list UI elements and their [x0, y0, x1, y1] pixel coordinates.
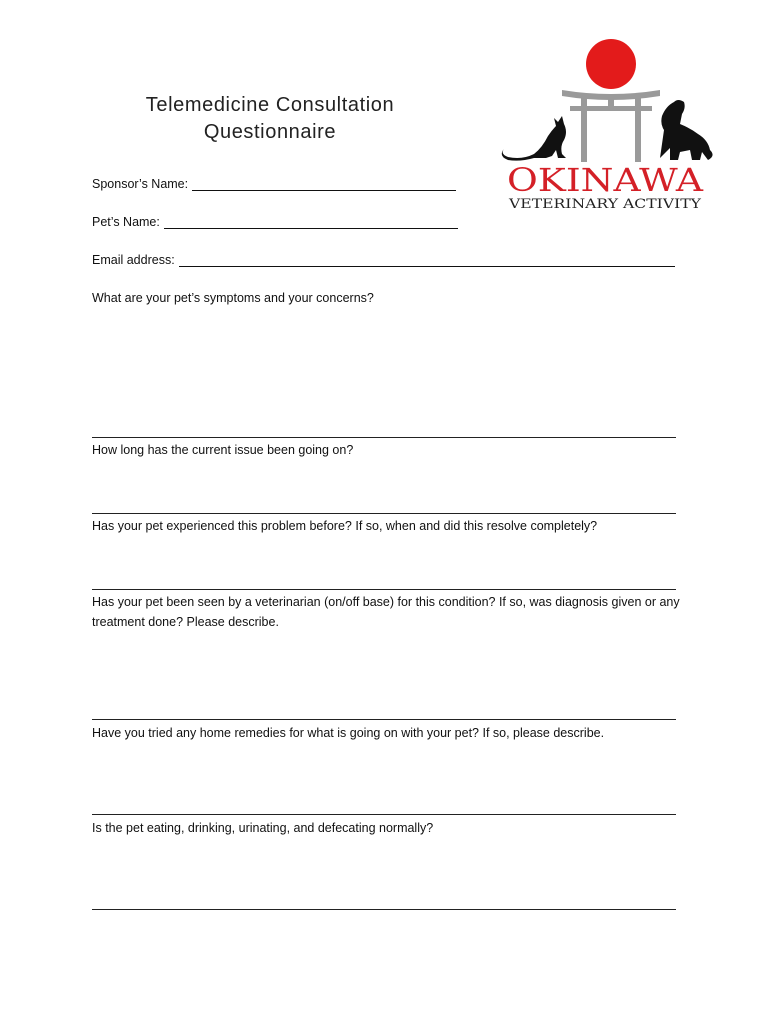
email-address-line[interactable]	[179, 252, 675, 267]
question-eating-drinking: Is the pet eating, drinking, urinating, and defecating normally?	[92, 821, 434, 835]
red-sun-icon	[586, 39, 636, 89]
title-line-2: Questionnaire	[203, 121, 337, 143]
question-home-remedies: Have you tried any home remedies for what is going on with your pet? If so, please describe.	[92, 726, 605, 740]
page-title	[120, 92, 420, 146]
email-address-field[interactable]	[92, 252, 675, 267]
email-address-label: Email address:	[92, 253, 175, 267]
question-duration: How long has the current issue been going on?	[92, 443, 354, 457]
answer-line-home-remedies[interactable]	[92, 814, 676, 815]
answer-line-symptoms[interactable]	[92, 437, 676, 438]
logo-name-text: OKINAWA	[507, 161, 705, 199]
answer-line-duration[interactable]	[92, 513, 676, 514]
question-prior-problem: Has your pet experienced this problem before? If so, when and did this resolve completely?	[92, 519, 598, 533]
pet-name-field[interactable]	[92, 214, 458, 229]
sponsor-name-line[interactable]	[192, 176, 456, 191]
answer-line-eating-drinking[interactable]	[92, 909, 676, 910]
cat-silhouette-icon	[502, 116, 566, 161]
sponsor-name-field[interactable]	[92, 176, 456, 191]
torii-gate-icon	[562, 90, 660, 162]
question-symptoms: What are your pet’s symptoms and your concerns?	[92, 291, 374, 305]
pet-name-line[interactable]	[164, 214, 458, 229]
okinawa-veterinary-logo	[494, 36, 716, 216]
pet-name-label: Pet’s Name:	[92, 215, 160, 229]
answer-line-prior-problem[interactable]	[92, 589, 676, 590]
question-vet-seen: Has your pet been seen by a veterinarian (on/off base) for this condition? If so, was diagnosis given or any treatment done? Please describe.	[92, 595, 680, 629]
logo-tagline-text: VETERINARY ACTIVITY	[507, 197, 702, 212]
sponsor-name-label: Sponsor’s Name:	[92, 177, 189, 191]
answer-line-vet-seen[interactable]	[92, 719, 676, 720]
title-line-1: Telemedicine Consultation	[145, 94, 395, 116]
dog-silhouette-icon	[660, 100, 713, 160]
